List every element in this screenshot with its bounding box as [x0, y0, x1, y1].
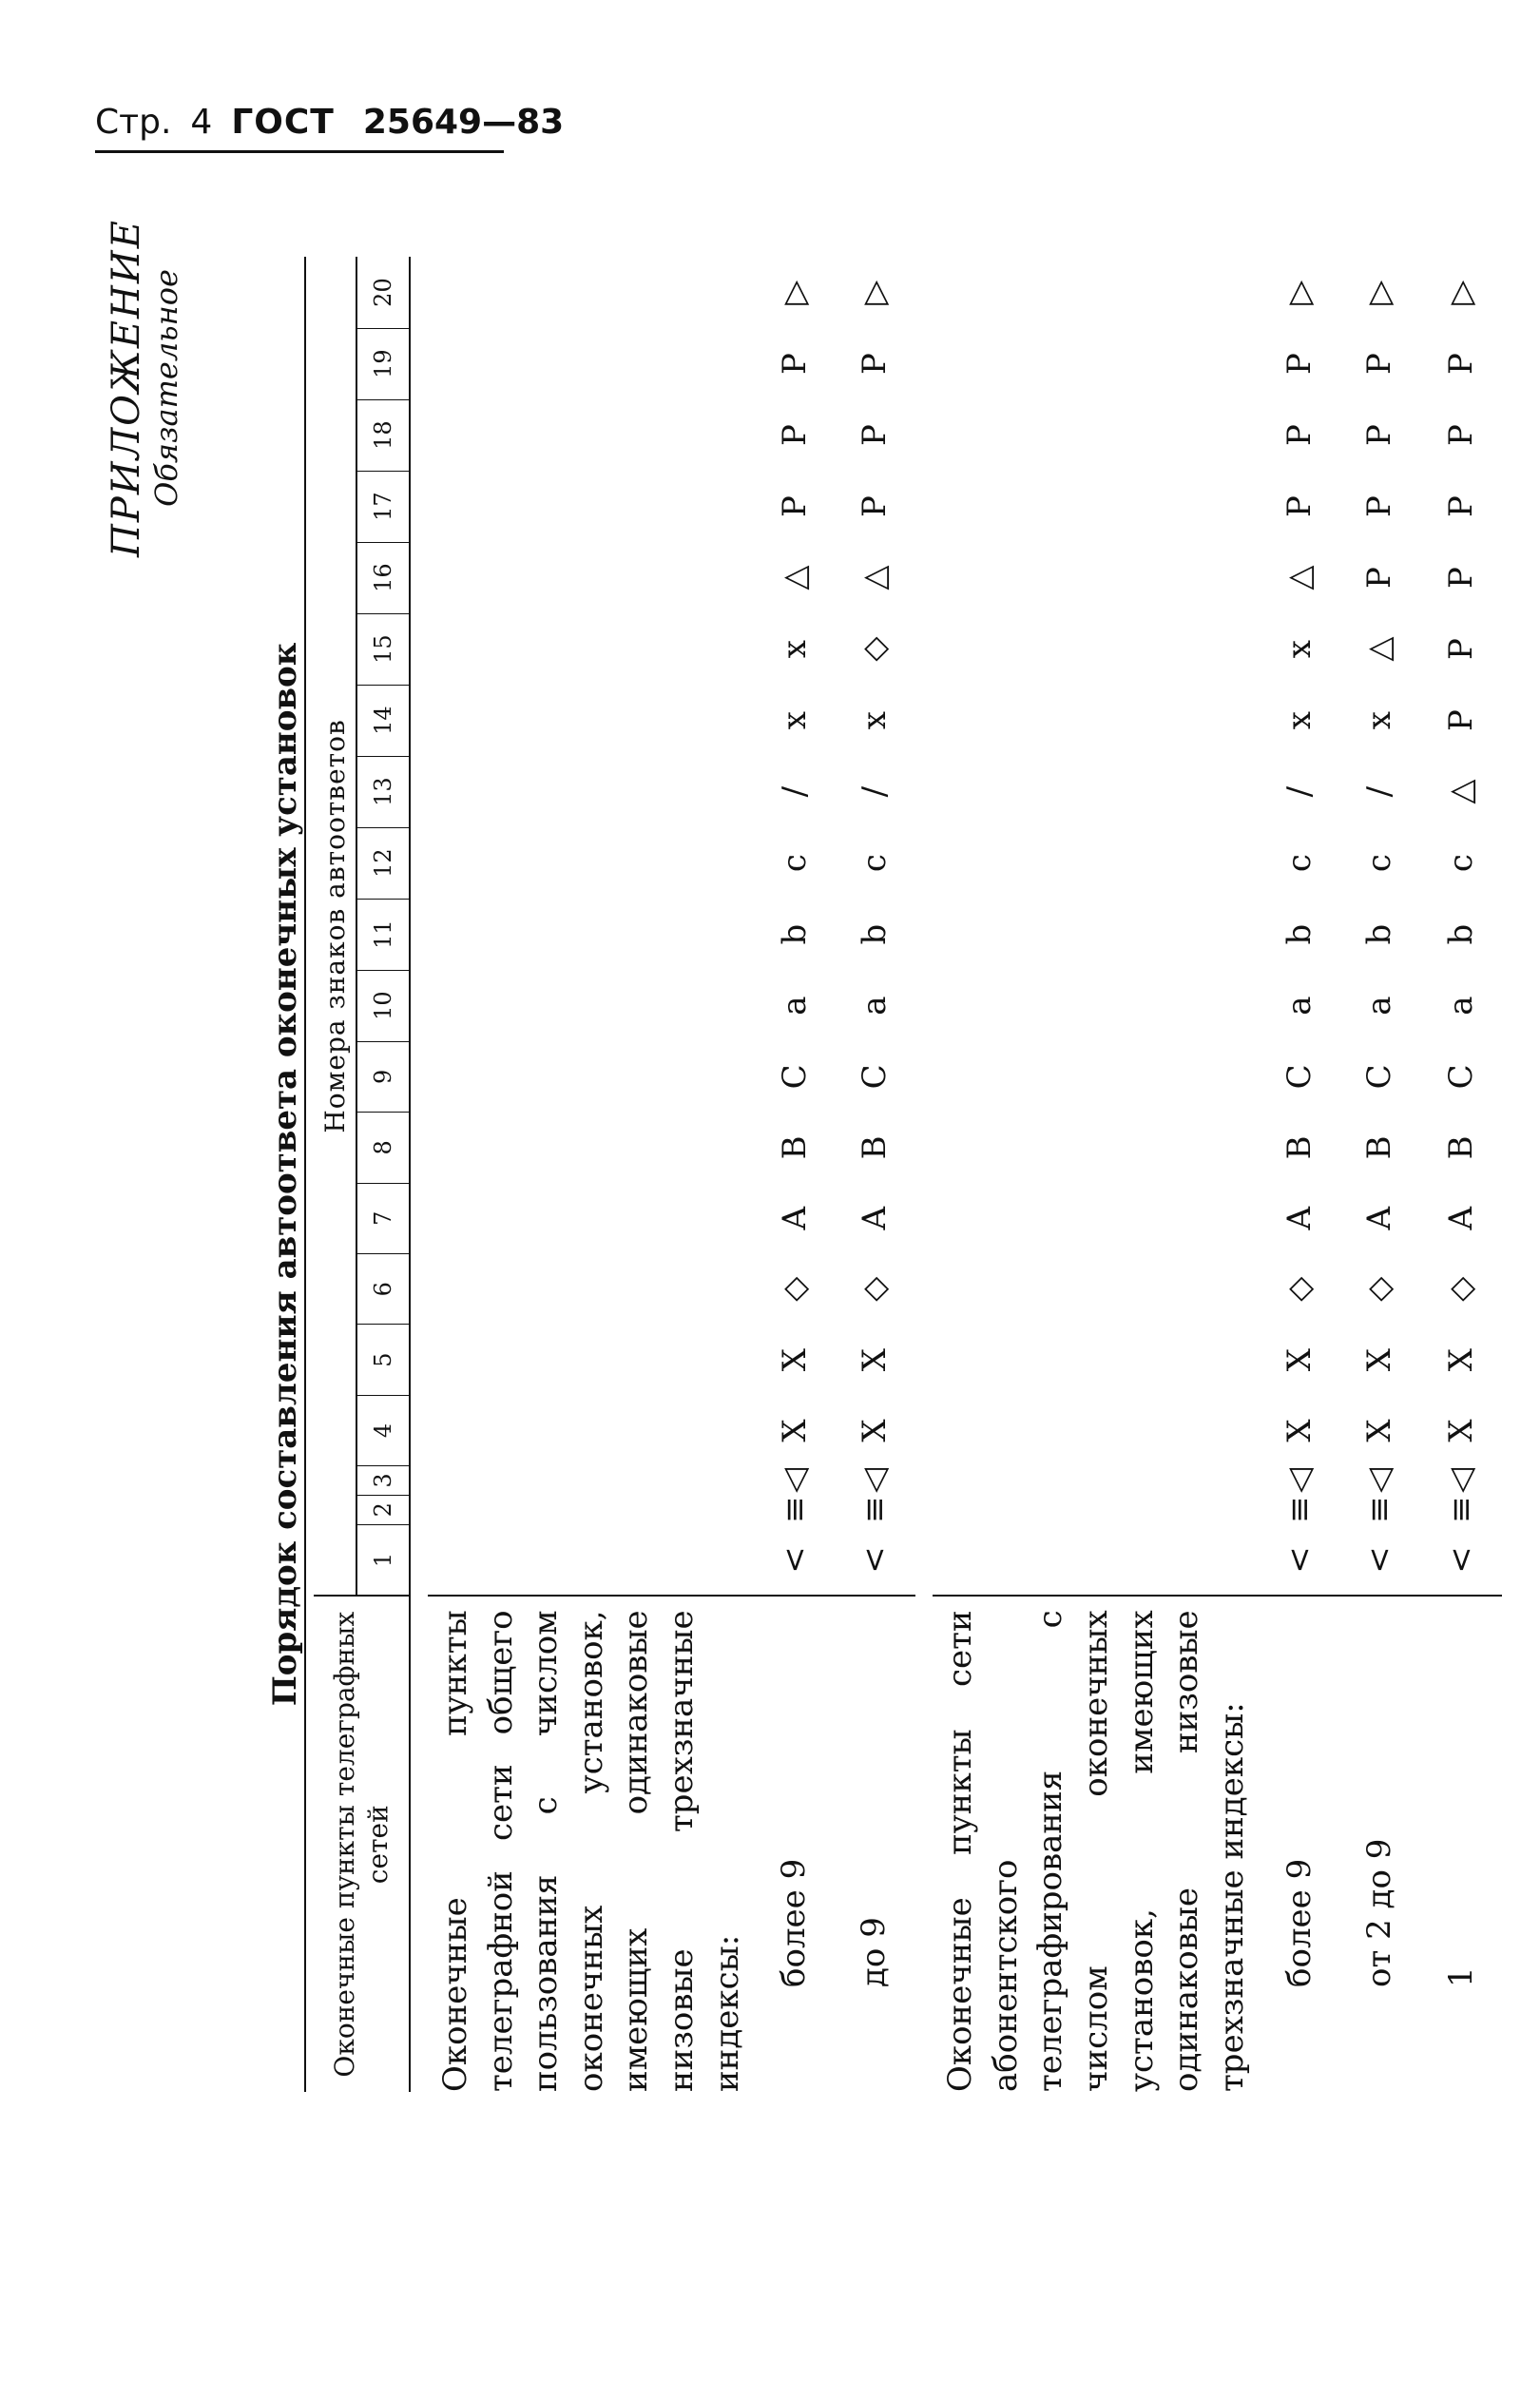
- empty-cell: [933, 1183, 1261, 1253]
- empty-cell: [933, 613, 1261, 685]
- sign-cell-9: C: [776, 1064, 815, 1090]
- row-label: более 9: [1261, 1596, 1338, 2092]
- section-description-row: [428, 258, 756, 2093]
- sign-cell-11: b: [776, 923, 815, 945]
- sign-cell-10: a: [1360, 996, 1399, 1016]
- empty-cell: [933, 1041, 1261, 1113]
- sign-cell-5: X: [776, 1348, 815, 1372]
- sign-cell-2: ≡: [1442, 1496, 1481, 1523]
- sign-cell-18: P: [1280, 424, 1319, 447]
- empty-cell: [933, 1325, 1261, 1395]
- sign-cell-10: a: [1280, 996, 1319, 1016]
- sign-cell-9: C: [1360, 1064, 1399, 1090]
- sign-cell-9: C: [1280, 1064, 1319, 1090]
- column-number-12: 12: [356, 827, 410, 899]
- sign-cell-11: b: [1360, 923, 1399, 945]
- empty-cell: [428, 542, 756, 613]
- empty-cell: [428, 1253, 756, 1325]
- column-number-6: 6: [356, 1253, 410, 1325]
- sign-cell-13: /: [1280, 785, 1319, 798]
- sign-cell-15: △: [1360, 636, 1399, 662]
- column-number-16: 16: [356, 542, 410, 613]
- empty-cell: [428, 1495, 756, 1524]
- sign-cell-1: <: [1360, 1546, 1399, 1574]
- appendix-status: Обязательное: [148, 269, 184, 507]
- sign-cell-11: b: [1442, 923, 1481, 945]
- sign-cell-17: P: [1442, 495, 1481, 518]
- empty-cell: [428, 1524, 756, 1596]
- standard-label: ГОСТ: [231, 103, 335, 142]
- sign-cell-8: B: [856, 1135, 895, 1160]
- row-label: до 9: [834, 1596, 915, 2092]
- row-label: от 2 до 9: [1338, 1596, 1420, 2092]
- sign-cell-14: x: [1280, 711, 1319, 730]
- empty-cell: [428, 258, 756, 329]
- empty-cell: [428, 399, 756, 471]
- sign-cell-7: A: [1280, 1206, 1319, 1230]
- table-row: [756, 258, 834, 2093]
- sign-cell-4: X: [856, 1419, 895, 1442]
- empty-cell: [933, 1524, 1261, 1596]
- empty-cell: [428, 328, 756, 399]
- sign-cell-18: P: [1442, 424, 1481, 447]
- sign-cell-12: c: [1360, 854, 1399, 873]
- sign-cell-18: P: [776, 424, 815, 447]
- sign-cell-20: ▷: [1442, 280, 1481, 305]
- sign-cell-14: x: [1360, 711, 1399, 730]
- sign-cell-6: ◇: [1442, 1276, 1481, 1302]
- sign-cell-9: C: [1442, 1064, 1481, 1090]
- empty-cell: [933, 471, 1261, 542]
- table-row: [1420, 258, 1502, 2093]
- empty-cell: [933, 1253, 1261, 1325]
- empty-cell: [933, 685, 1261, 756]
- empty-cell: [933, 970, 1261, 1041]
- column-number-10: 10: [356, 970, 410, 1041]
- column-number-4: 4: [356, 1395, 410, 1465]
- section-description-row: [933, 258, 1261, 2093]
- sign-cell-3: ◁: [856, 1467, 895, 1494]
- sign-cell-1: <: [1280, 1546, 1319, 1574]
- column-number-15: 15: [356, 613, 410, 685]
- empty-cell: [933, 1466, 1261, 1496]
- empty-cell: [933, 827, 1261, 899]
- empty-cell: [428, 827, 756, 899]
- sign-cell-3: ◁: [1280, 1467, 1319, 1494]
- table-body: [410, 258, 1502, 2093]
- column-number-17: 17: [356, 471, 410, 542]
- sign-cell-20: ▷: [1360, 280, 1399, 305]
- sign-cell-2: ≡: [1280, 1496, 1319, 1523]
- column-number-7: 7: [356, 1183, 410, 1253]
- empty-cell: [428, 471, 756, 542]
- page-number: 4: [190, 103, 213, 142]
- sign-cell-3: ◁: [1360, 1467, 1399, 1494]
- sign-cell-11: b: [856, 923, 895, 945]
- sign-cell-4: X: [776, 1419, 815, 1442]
- sign-cell-11: b: [1280, 923, 1319, 945]
- sign-cell-10: a: [856, 996, 895, 1016]
- sign-cell-16: △: [776, 565, 815, 590]
- left-column-header: Оконечные пункты телеграфных сетей: [314, 1596, 410, 2092]
- sign-cell-17: P: [1280, 495, 1319, 518]
- sign-cell-15: x: [776, 640, 815, 659]
- empty-cell: [933, 1113, 1261, 1183]
- sign-cell-19: P: [1442, 353, 1481, 376]
- sign-cell-15: P: [1442, 638, 1481, 661]
- sign-cell-16: △: [1280, 565, 1319, 590]
- column-number-20: 20: [356, 258, 410, 329]
- sign-cell-8: B: [1442, 1135, 1481, 1160]
- sign-cell-6: ◇: [1360, 1276, 1399, 1302]
- empty-cell: [428, 899, 756, 970]
- table-row: [1261, 258, 1338, 2093]
- table-row: [1338, 258, 1420, 2093]
- table-title: Порядок составления автоответа оконечных установок: [266, 642, 304, 1707]
- table-top-rule: [304, 257, 306, 2092]
- empty-cell: [933, 1495, 1261, 1524]
- sign-cell-5: X: [1360, 1348, 1399, 1372]
- column-number-8: 8: [356, 1113, 410, 1183]
- rotated-page-content: [76, 76, 1481, 2282]
- empty-cell: [428, 1113, 756, 1183]
- column-number-11: 11: [356, 899, 410, 970]
- sign-cell-7: A: [776, 1206, 815, 1230]
- sign-cell-8: B: [1360, 1135, 1399, 1160]
- appendix-label: ПРИЛОЖЕНИЕ: [105, 219, 148, 557]
- sign-cell-20: ▷: [1280, 280, 1319, 305]
- sign-cell-2: ≡: [856, 1496, 895, 1523]
- sign-cell-5: X: [1442, 1348, 1481, 1372]
- empty-cell: [933, 399, 1261, 471]
- sign-cell-12: c: [1280, 854, 1319, 873]
- sign-cell-14: x: [776, 711, 815, 730]
- sign-cell-18: P: [1360, 424, 1399, 447]
- column-number-5: 5: [356, 1325, 410, 1395]
- sign-cell-18: P: [856, 424, 895, 447]
- empty-cell: [428, 1395, 756, 1465]
- empty-cell: [933, 756, 1261, 827]
- sign-cell-10: a: [776, 996, 815, 1016]
- sign-cell-1: <: [856, 1546, 895, 1574]
- sign-cell-8: B: [1280, 1135, 1319, 1160]
- empty-cell: [428, 1325, 756, 1395]
- sign-cell-3: ◁: [1442, 1467, 1481, 1494]
- column-number-18: 18: [356, 399, 410, 471]
- empty-cell: [933, 328, 1261, 399]
- empty-cell: [933, 1395, 1261, 1465]
- empty-cell: [428, 613, 756, 685]
- standard-number: 25649—83: [362, 103, 565, 142]
- sign-cell-7: A: [856, 1206, 895, 1230]
- sign-cell-17: P: [776, 495, 815, 518]
- sign-cell-5: X: [856, 1348, 895, 1372]
- sign-cell-13: /: [856, 785, 895, 798]
- sign-cell-15: ◇: [856, 636, 895, 662]
- table-row: [834, 258, 915, 2093]
- column-number-13: 13: [356, 756, 410, 827]
- row-label: 1: [1420, 1596, 1502, 2092]
- sign-cell-17: P: [856, 495, 895, 518]
- row-label: более 9: [756, 1596, 834, 2092]
- sign-cell-3: ◁: [776, 1467, 815, 1494]
- empty-cell: [428, 685, 756, 756]
- sign-cell-4: X: [1280, 1419, 1319, 1442]
- sign-cell-12: c: [1442, 854, 1481, 873]
- sign-cell-6: ◇: [1280, 1276, 1319, 1302]
- sign-cell-13: △: [1442, 779, 1481, 804]
- sign-cell-5: X: [1280, 1348, 1319, 1372]
- empty-cell: [428, 1183, 756, 1253]
- column-number-2: 2: [356, 1495, 410, 1524]
- sign-cell-19: P: [1280, 353, 1319, 376]
- empty-cell: [428, 1041, 756, 1113]
- sign-cell-19: P: [856, 353, 895, 376]
- column-number-1: 1: [356, 1524, 410, 1596]
- sign-cell-10: a: [1442, 996, 1481, 1016]
- autoresponse-table: [314, 257, 1502, 2092]
- sign-cell-8: B: [776, 1135, 815, 1160]
- sign-cell-13: /: [1360, 785, 1399, 798]
- empty-cell: [933, 258, 1261, 329]
- sign-cell-1: <: [776, 1546, 815, 1574]
- sign-cell-19: P: [776, 353, 815, 376]
- sign-cell-14: P: [1442, 709, 1481, 732]
- spacer-cell: [915, 258, 933, 2093]
- empty-cell: [933, 542, 1261, 613]
- sign-cell-6: ◇: [856, 1276, 895, 1302]
- sign-cell-16: P: [1360, 567, 1399, 590]
- sign-cell-13: /: [776, 785, 815, 798]
- sign-cell-7: A: [1360, 1206, 1399, 1230]
- empty-cell: [428, 756, 756, 827]
- sign-cell-15: x: [1280, 640, 1319, 659]
- sign-cell-1: <: [1442, 1546, 1481, 1574]
- sign-cell-14: x: [856, 711, 895, 730]
- appendix-block: [105, 219, 184, 557]
- section-description: Оконечные пункты сети абонентского телеграфирования с числом оконечных установок, имеющих одинаковые низовые трехзначные индексы:: [933, 1596, 1261, 2092]
- section-description: Оконечные пункты телеграфной сети общего пользования с числом оконечных установок, имеющих одинаковые низовые трехзначные индексы:: [428, 1596, 756, 2092]
- column-number-3: 3: [356, 1466, 410, 1496]
- group-header: Номера знаков автоответов: [314, 258, 356, 1597]
- sign-cell-2: ≡: [1360, 1496, 1399, 1523]
- column-number-19: 19: [356, 328, 410, 399]
- empty-cell: [428, 970, 756, 1041]
- sign-cell-20: ▷: [776, 280, 815, 305]
- column-number-14: 14: [356, 685, 410, 756]
- sign-cell-6: ◇: [776, 1276, 815, 1302]
- sign-cell-17: P: [1360, 495, 1399, 518]
- spacer-cell: [410, 258, 428, 2093]
- column-number-9: 9: [356, 1041, 410, 1113]
- sign-cell-7: A: [1442, 1206, 1481, 1230]
- sign-cell-12: c: [856, 854, 895, 873]
- sign-cell-4: X: [1360, 1419, 1399, 1442]
- sign-cell-20: ▷: [856, 280, 895, 305]
- sign-cell-2: ≡: [776, 1496, 815, 1523]
- page-prefix: Стр.: [95, 103, 172, 142]
- empty-cell: [933, 899, 1261, 970]
- sign-cell-9: C: [856, 1064, 895, 1090]
- empty-cell: [428, 1466, 756, 1496]
- sign-cell-12: c: [776, 854, 815, 873]
- sign-cell-16: △: [856, 565, 895, 590]
- sign-cell-19: P: [1360, 353, 1399, 376]
- sign-cell-4: X: [1442, 1419, 1481, 1442]
- sign-cell-16: P: [1442, 567, 1481, 590]
